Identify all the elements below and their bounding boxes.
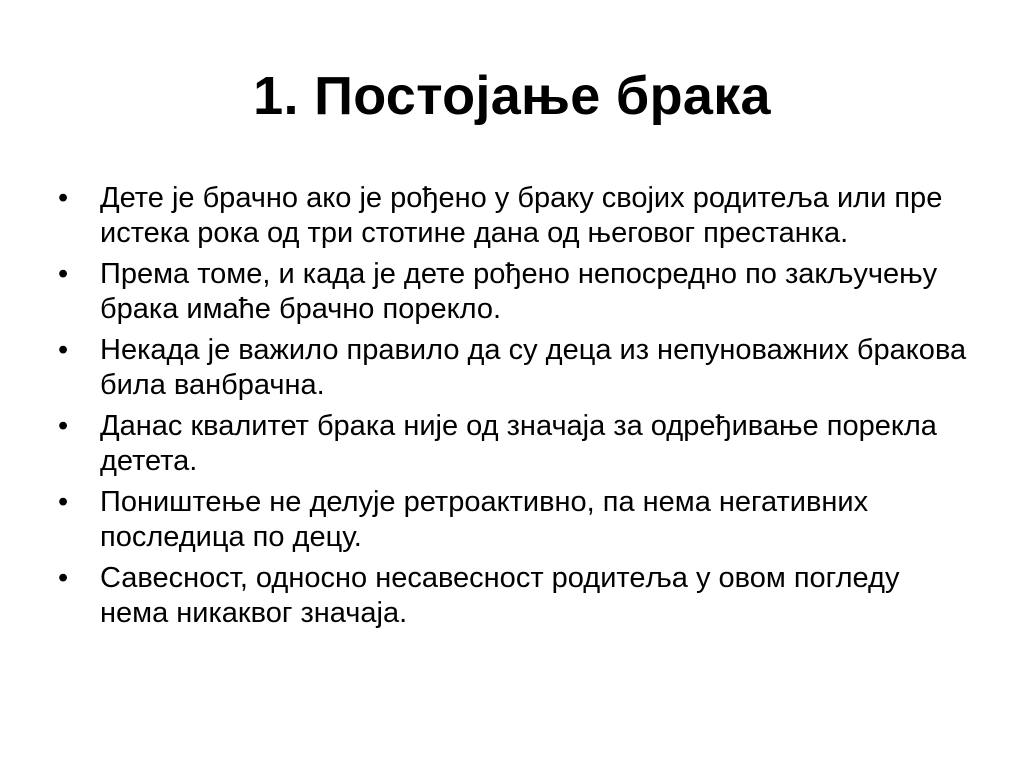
bullet-text: Некада је важило правило да су деца из непуноважних бракова била ванбрачна. xyxy=(100,334,967,401)
list-item xyxy=(58,333,970,403)
bullet-text: Данас квалитет брака није од значаја за одређивање порекла детета. xyxy=(100,410,937,477)
bullet-text: Савесност, односно несавесност родитеља у овом погледу нема никаквог значаја. xyxy=(100,562,900,629)
bullet-icon: • xyxy=(58,258,69,290)
bullet-icon: • xyxy=(58,334,69,366)
list-item xyxy=(58,485,970,555)
bullet-text: Дете је брачно ако је рођено у браку својих родитеља или пре истека рока од три стотине дана од његовог престанка. xyxy=(100,182,943,249)
bullet-icon: • xyxy=(58,562,69,594)
bullet-icon: • xyxy=(58,486,69,518)
bullet-icon: • xyxy=(58,182,69,214)
list-item xyxy=(58,561,970,631)
list-item xyxy=(58,181,970,251)
bullet-text: Према томе, и када је дете рођено непосредно по закључењу брака имаће брачно порекло. xyxy=(100,258,938,325)
bullet-text: Поништење не делује ретроактивно, па нема негативних последица по децу. xyxy=(100,486,869,553)
slide-title: 1. Постојање брака xyxy=(253,66,771,126)
list-item xyxy=(58,409,970,479)
bullet-list xyxy=(58,181,970,637)
list-item xyxy=(58,257,970,327)
bullet-icon: • xyxy=(58,410,69,442)
